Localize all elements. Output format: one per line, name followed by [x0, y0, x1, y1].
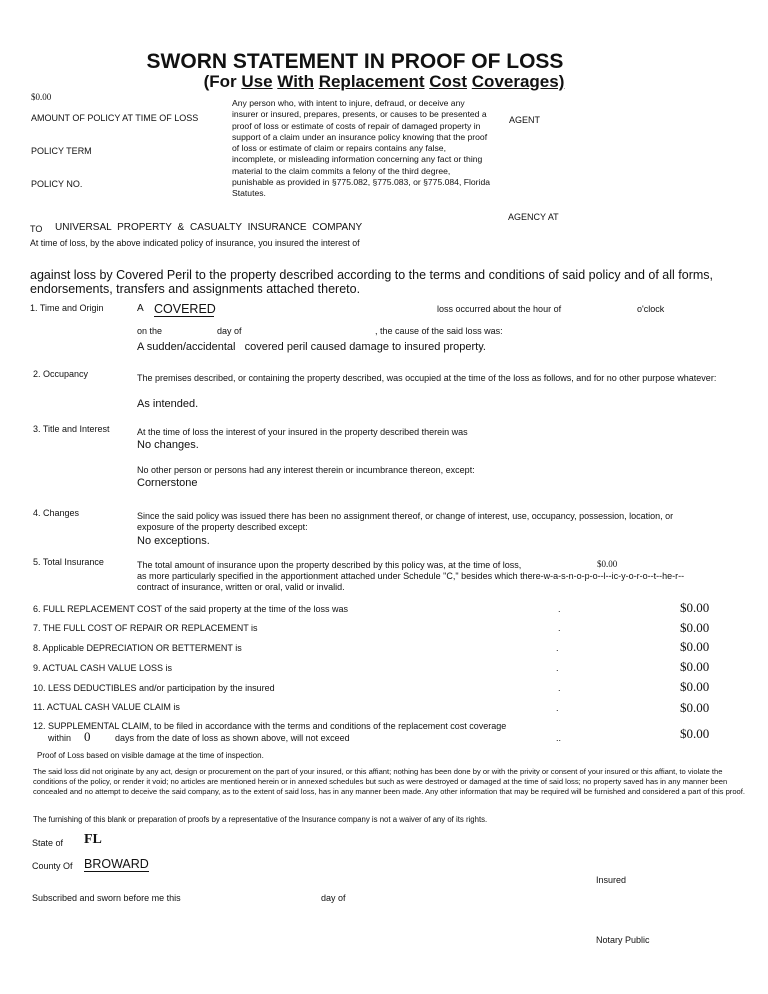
insured-label: Insured: [596, 875, 627, 885]
policy-number-label: POLICY NO.: [31, 179, 83, 189]
state-label: State of: [32, 838, 64, 848]
line-item-dot: .: [558, 604, 561, 614]
line-item-dot: .: [556, 703, 559, 713]
company-name: UNIVERSAL PROPERTY & CASUALTY INSURANCE COMPANY: [55, 222, 363, 233]
supplemental-amount: $0.00: [680, 726, 710, 741]
title-interest-label: 3. Title and Interest: [33, 424, 110, 434]
supplemental-line2: days from the date of loss as shown above, will not exceed: [115, 733, 350, 743]
line-item-amount: $0.00: [680, 700, 710, 715]
notary-label: Notary Public: [596, 935, 650, 945]
line-item-amount: $0.00: [680, 600, 710, 615]
covered-value: COVERED: [154, 302, 216, 316]
occupancy-text: The premises described, or containing the property described, was occupied at the time of the loss as follows, and for no other purpose whatever:: [137, 373, 717, 383]
day-of-label: day of: [217, 326, 242, 336]
line-item-label: 8. Applicable DEPRECIATION OR BETTERMENT is: [33, 643, 242, 653]
page-title: SWORN STATEMENT IN PROOF OF LOSS: [146, 50, 564, 73]
title-interest-value: No changes.: [137, 439, 199, 451]
a-label: A: [137, 303, 144, 314]
agency-label: AGENCY AT: [508, 212, 559, 222]
waiver-text: The furnishing of this blank or preparation of proofs by a representative of the Insurance company is not a waiver of any of its rights.: [33, 815, 488, 824]
total-insurance-line2: as more particularly specified in the apportionment attached under Schedule "C," besides which there-w-a-s-n-o-p-o--l--ic-y-o-r-o--t--he-r--: [137, 571, 685, 581]
line-item-dot: .: [556, 663, 559, 673]
line-item-dot: .: [558, 683, 561, 693]
total-insurance-line3: contract of insurance, written or oral, valid or invalid.: [137, 582, 345, 592]
total-insurance-amount: $0.00: [597, 559, 618, 569]
cause-label: , the cause of the said loss was:: [375, 326, 503, 336]
line-item-dot: .: [558, 623, 561, 633]
line-item-amount: $0.00: [680, 679, 710, 694]
line-item-amount: $0.00: [680, 639, 710, 654]
changes-value: No exceptions.: [137, 535, 210, 547]
supplemental-dots: ..: [556, 733, 562, 743]
oclock-label: o'clock: [637, 304, 665, 314]
total-insurance-label: 5. Total Insurance: [33, 557, 104, 567]
policy-amount-label: AMOUNT OF POLICY AT TIME OF LOSS: [31, 113, 199, 123]
page-subtitle: (For Use With Replacement Cost Coverages): [203, 72, 565, 91]
line-item-amount: $0.00: [680, 659, 710, 674]
line-item-label: 6. FULL REPLACEMENT COST of the said property at the time of the loss was: [33, 604, 348, 614]
line-item-dot: .: [556, 643, 559, 653]
time-origin-label: 1. Time and Origin: [30, 303, 104, 313]
line-item-label: 10. LESS DEDUCTIBLES and/or participation by the insured: [33, 683, 275, 693]
policy-amount-value: $0.00: [31, 92, 52, 102]
on-the-label: on the: [137, 326, 163, 336]
subscribed-text: Subscribed and sworn before me this: [32, 893, 181, 903]
policy-term-label: POLICY TERM: [31, 146, 92, 156]
loss-occurred-label: loss occurred about the hour of: [437, 304, 562, 314]
supplemental-within: within: [48, 733, 72, 743]
line-item-label: 7. THE FULL COST OF REPAIR OR REPLACEMENT is: [33, 623, 258, 633]
fraud-warning: Any person who, with intent to injure, defraud, or deceive any insurer or insured, prepares, presents, or causes to be presented a proof of loss or estimate of costs of repair of damaged property in support of a claim under an insurance policy knowing that the proof of loss or estimate of claim or repairs contains any false, incomplete, or misleading information concerning any fact or thing material to the claim commits a felony of the third degree, punishable as provided in §775.082, §775.083, or §775.084, Florida Statutes.: [232, 98, 491, 199]
interest-line: At time of loss, by the above indicated policy of insurance, you insured the interest of: [30, 238, 360, 248]
line-item-amount: $0.00: [680, 620, 710, 635]
other-interest-text: No other person or persons had any interest therein or incumbrance thereon, except:: [137, 465, 475, 475]
cause-value: A sudden/accidental covered peril caused damage to insured property.: [137, 341, 486, 353]
total-insurance-line1: The total amount of insurance upon the property described by this policy was, at the time of loss,: [137, 560, 522, 570]
agent-label: AGENT: [509, 115, 541, 125]
to-label: TO: [30, 224, 43, 234]
other-interest-value: Cornerstone: [137, 477, 198, 489]
supplemental-days-value: 0: [84, 729, 91, 744]
state-value: FL: [84, 832, 102, 847]
declaration-text: The said loss did not originate by any act, design or procurement on the part of your insured, or this affiant; nothing has been done by or with the privity or consent of your insured or this affiant, to violate the conditions of the policy, or render it void; no articles are mentioned herein or in annexed schedules but such as were destroyed or damaged at the time of said loss; no property saved has in any manner been concealed and no attempt to deceive the said company, as to the extent of said loss, has in any manner been made. Any other information that may be required will be furnished and considered a part of this proof.: [33, 767, 745, 796]
line-item-label: 11. ACTUAL CASH VALUE CLAIM is: [33, 702, 180, 712]
county-value: BROWARD: [84, 857, 149, 871]
changes-label: 4. Changes: [33, 508, 80, 518]
occupancy-value: As intended.: [137, 398, 199, 410]
occupancy-label: 2. Occupancy: [33, 369, 89, 379]
line-item-label: 9. ACTUAL CASH VALUE LOSS is: [33, 663, 173, 673]
title-interest-text: At the time of loss the interest of your insured in the property described therein was: [137, 427, 468, 437]
against-loss: against loss by Covered Peril to the property described according to the terms and conditions of said policy and of all forms, endorsements, transfers and assignments attached thereto.: [30, 268, 713, 296]
county-label: County Of: [32, 861, 73, 871]
proof-note: Proof of Loss based on visible damage at the time of inspection.: [37, 751, 264, 760]
supplemental-line1: 12. SUPPLEMENTAL CLAIM, to be filed in accordance with the terms and conditions of the replacement cost coverage: [33, 721, 507, 731]
changes-text: Since the said policy was issued there has been no assignment thereof, or change of interest, use, occupancy, possession, location, or exposure of the property described except:: [137, 511, 674, 532]
subscribed-day-of: day of: [321, 893, 346, 903]
